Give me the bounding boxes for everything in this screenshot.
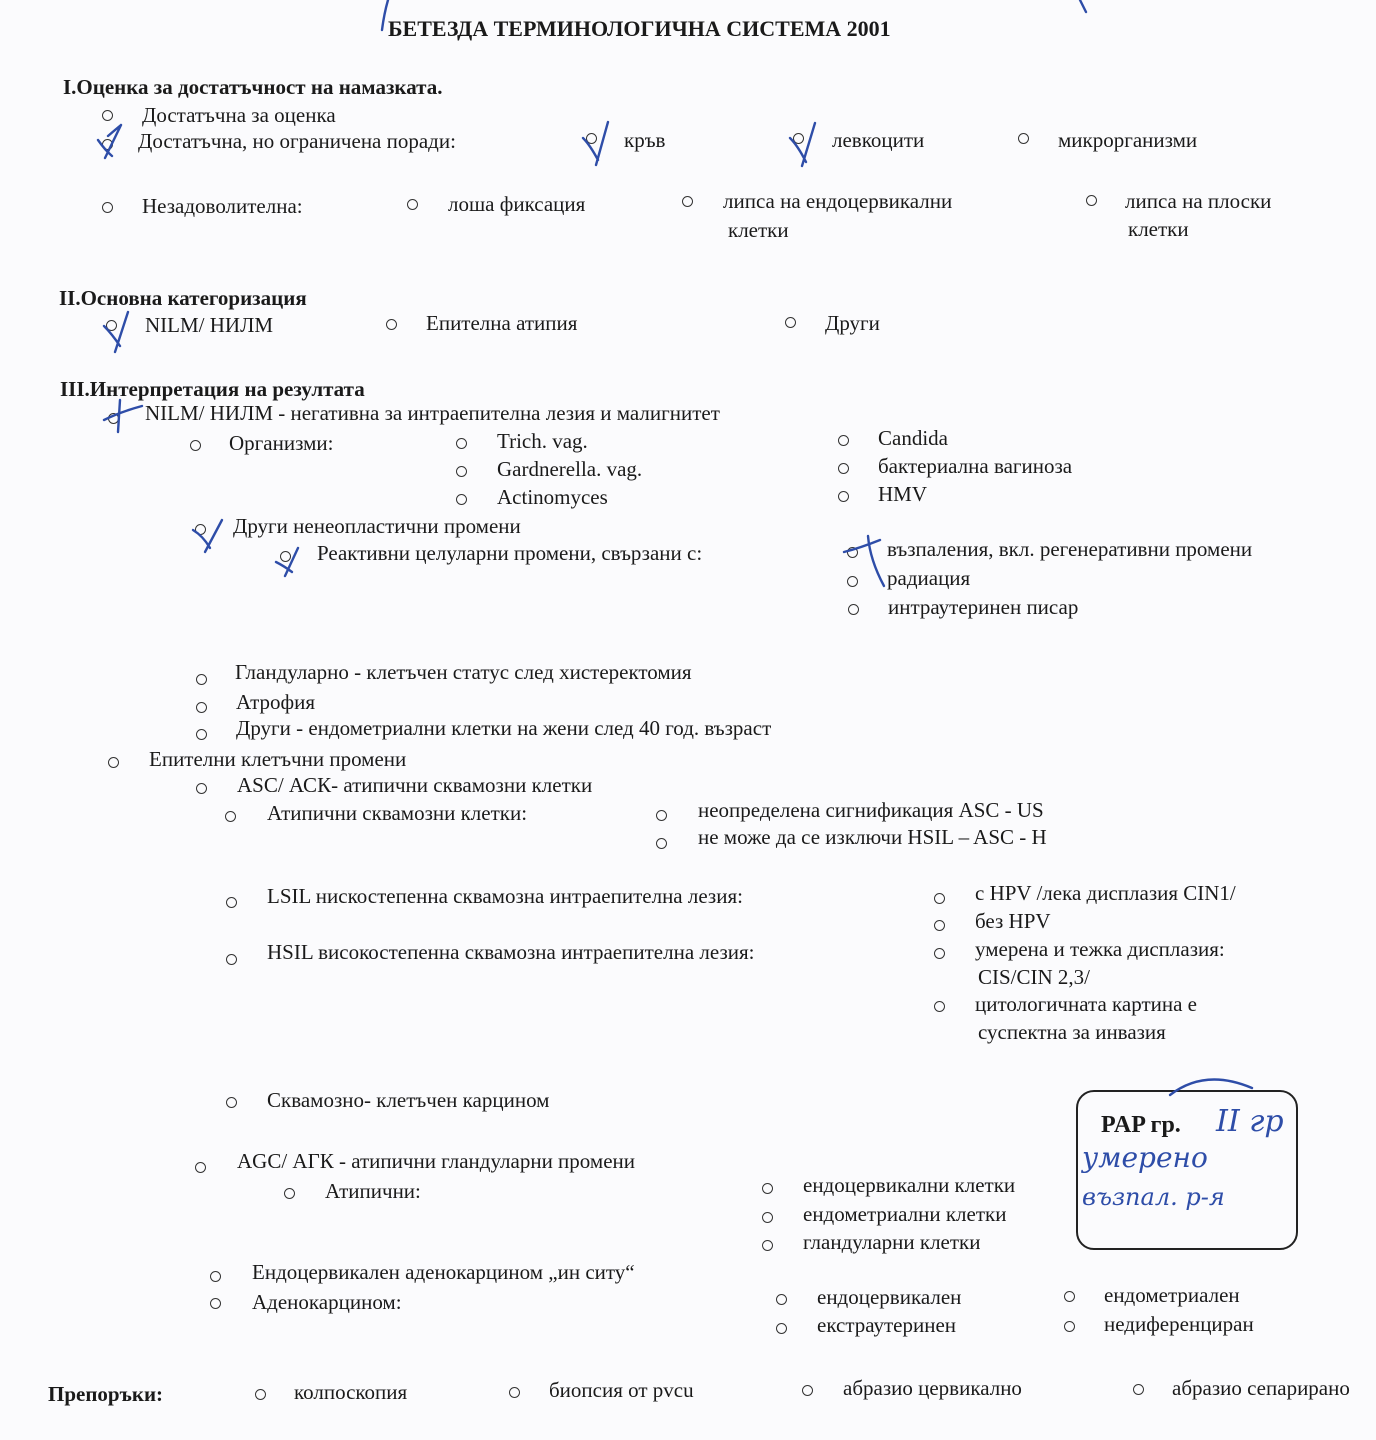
label-epithelial-atypia: Епителна атипия (426, 311, 578, 335)
label-endometrial-cells: ендометриални клетки (803, 1202, 1007, 1226)
checkmark-blood (583, 122, 608, 165)
top-pen-stroke-right (1080, 0, 1086, 12)
label-atypical: Атипични: (325, 1179, 421, 1203)
label-other-endometrial: Други - ендометриални клетки на жени след 40 год. възраст (236, 716, 772, 740)
label-abrasio-cervical: абразио цервикално (843, 1376, 1022, 1400)
label-no-endocervical-1: липса на ендоцервикални (723, 189, 953, 213)
stamp-hand-line2: възпал. р-я (1082, 1183, 1225, 1211)
checkbox-agc[interactable] (195, 1162, 206, 1173)
label-no-endocervical-2: клетки (728, 218, 789, 242)
label-asc: ASC/ АСК- атипични сквамозни клетки (237, 773, 593, 797)
section-1-heading: I.Оценка за достатъчност на намазката. (63, 75, 443, 99)
label-iud: интраутеринен писар (888, 595, 1079, 619)
checkbox-glandular-cells[interactable] (762, 1240, 773, 1251)
label-glandular-status: Гландуларно - клетъчен статус след хистеректомия (235, 660, 692, 684)
checkbox-candida[interactable] (838, 435, 849, 446)
label-invasion-1: цитологичната картина е (975, 992, 1197, 1016)
checkbox-actinomyces[interactable] (456, 494, 467, 505)
checkbox-bacterial-vaginosis[interactable] (838, 463, 849, 474)
recommendations-label: Препоръки: (48, 1382, 164, 1406)
label-atrophy: Атрофия (236, 690, 316, 714)
checkbox-limited[interactable] (102, 139, 113, 150)
checkbox-trich[interactable] (456, 438, 467, 449)
checkbox-asc-us[interactable] (656, 810, 667, 821)
checkbox-no-squamous[interactable] (1086, 195, 1097, 206)
label-atypical-squamous: Атипични сквамозни клетки: (267, 801, 528, 825)
checkbox-lsil[interactable] (226, 897, 237, 908)
label-bacterial-vaginosis: бактериална вагиноза (878, 454, 1073, 478)
label-squamous-carcinoma: Сквамозно- клетъчен карцином (267, 1088, 550, 1112)
label-organisms: Организми: (229, 431, 334, 455)
label-no-squamous-1: липса на плоски (1125, 189, 1272, 213)
label-extrauterine: екстраутеринен (817, 1313, 957, 1337)
stamp-hand-group: II гр (1216, 1104, 1284, 1139)
checkbox-undifferentiated[interactable] (1064, 1321, 1075, 1332)
label-unsatisfactory: Незадоволителна: (142, 194, 303, 218)
checkbox-nilm-full[interactable] (108, 413, 119, 424)
label-limited: Достатъчна, но ограничена поради: (138, 129, 456, 153)
label-invasion-2: суспектна за инвазия (978, 1020, 1166, 1044)
checkbox-endometrial[interactable] (1064, 1291, 1075, 1302)
label-gardnerella: Gardnerella. vag. (497, 457, 643, 481)
checkbox-other-endometrial[interactable] (196, 729, 207, 740)
label-no-hpv: без HPV (975, 909, 1051, 933)
checkbox-gardnerella[interactable] (456, 466, 467, 477)
label-blood: кръв (624, 128, 666, 152)
checkbox-inflammation[interactable] (847, 547, 858, 558)
checkbox-asc-h[interactable] (656, 838, 667, 849)
label-agc: AGC/ АГК - атипични гландуларни промени (237, 1149, 635, 1173)
label-epithelial-changes: Епителни клетъчни промени (149, 747, 407, 771)
checkbox-biopsy[interactable] (509, 1387, 520, 1398)
label-other-nonneoplastic: Други ненеопластични промени (233, 514, 521, 538)
checkbox-no-hpv[interactable] (934, 920, 945, 931)
checkbox-reactive-changes[interactable] (280, 551, 291, 562)
checkbox-atypical[interactable] (284, 1188, 295, 1199)
label-nilm: NILM/ НИЛМ (145, 313, 273, 337)
checkbox-endocervical-cells[interactable] (762, 1183, 773, 1194)
checkbox-epithelial-atypia[interactable] (386, 319, 397, 330)
checkbox-hmv[interactable] (838, 491, 849, 502)
checkbox-moderate-severe[interactable] (934, 948, 945, 959)
label-endometrial: ендометриален (1104, 1283, 1240, 1307)
checkbox-extrauterine[interactable] (776, 1323, 787, 1334)
label-hsil: HSIL високостепенна сквамозна интраепителна лезия: (267, 940, 755, 964)
label-poor-fixation: лоша фиксация (448, 192, 586, 216)
label-endocervical-cells: ендоцервикални клетки (803, 1173, 1016, 1197)
checkbox-endometrial-cells[interactable] (762, 1212, 773, 1223)
checkbox-microorganisms[interactable] (1018, 133, 1029, 144)
checkbox-other-nonneoplastic[interactable] (195, 524, 206, 535)
label-hpv-cin1: с HPV /лека дисплазия CIN1/ (975, 881, 1236, 905)
checkbox-colposcopy[interactable] (255, 1389, 266, 1400)
stamp-hand-line1: умерено (1082, 1141, 1208, 1174)
page-title: БЕТЕЗДА ТЕРМИНОЛОГИЧНА СИСТЕМА 2001 (388, 16, 891, 41)
label-biopsy: биопсия от pvcu (549, 1378, 694, 1402)
label-nilm-full: NILM/ НИЛМ - негативна за интраепителна лезия и малигнитет (145, 401, 720, 425)
section-3-heading: III.Интерпретация на резултата (60, 377, 365, 401)
label-radiation: радиация (887, 566, 971, 590)
checkbox-atypical-squamous[interactable] (225, 811, 236, 822)
label-hmv: HMV (878, 482, 928, 506)
label-glandular-cells: гландуларни клетки (803, 1230, 981, 1254)
checkbox-radiation[interactable] (847, 576, 858, 587)
checkbox-other[interactable] (785, 317, 796, 328)
checkbox-invasion[interactable] (934, 1001, 945, 1012)
checkbox-nilm[interactable] (106, 320, 117, 331)
checkbox-poor-fixation[interactable] (407, 199, 418, 210)
label-lsil: LSIL нискостепенна сквамозна интраепителна лезия: (267, 884, 743, 908)
label-microorganisms: микрорганизми (1058, 128, 1198, 152)
label-reactive-changes: Реактивни целуларни промени, свързани с: (317, 541, 703, 565)
label-abrasio-separate: абразио сепариранo (1172, 1376, 1350, 1400)
checkbox-asc[interactable] (196, 783, 207, 794)
label-adenocarcinoma: Аденокарцином: (252, 1290, 402, 1314)
label-moderate-severe-1: умерена и тежка дисплазия: (975, 937, 1225, 961)
checkbox-epithelial-changes[interactable] (108, 757, 119, 768)
checkmark-nilm (104, 312, 128, 352)
checkbox-no-endocervical[interactable] (682, 196, 693, 207)
checkbox-adenocarcinoma[interactable] (210, 1298, 221, 1309)
checkbox-hpv-cin1[interactable] (934, 893, 945, 904)
checkbox-atrophy[interactable] (196, 702, 207, 713)
stamp-label: PAP гр. (1101, 1112, 1181, 1138)
checkbox-adequate[interactable] (102, 110, 113, 121)
checkbox-blood[interactable] (586, 133, 597, 144)
checkbox-abrasio-cervical[interactable] (802, 1385, 813, 1396)
checkbox-squamous-carcinoma[interactable] (226, 1097, 237, 1108)
checkbox-leukocytes[interactable] (793, 133, 804, 144)
label-no-squamous-2: клетки (1128, 217, 1189, 241)
label-adequate: Достатъчна за оценка (142, 103, 336, 127)
label-actinomyces: Actinomyces (497, 485, 608, 509)
label-endocervical: ендоцервикален (817, 1285, 962, 1309)
checkbox-organisms[interactable] (190, 440, 201, 451)
label-other: Други (825, 311, 880, 335)
label-leukocytes: левкоцити (832, 128, 925, 152)
label-asc-h: не може да се изключи HSIL – ASC - H (698, 825, 1047, 849)
checkbox-endocervical[interactable] (776, 1294, 787, 1305)
checkmark-leukocytes (790, 123, 815, 166)
label-moderate-severe-2: CIS/CIN 2,3/ (978, 965, 1091, 989)
label-ais: Ендоцервикален аденокарцином „ин ситу“ (252, 1260, 635, 1284)
section-2-heading: II.Основна категоризация (59, 286, 307, 310)
label-inflammation: възпаления, вкл. регенеративни промени (887, 537, 1253, 561)
checkbox-ais[interactable] (210, 1271, 221, 1282)
checkbox-unsatisfactory[interactable] (102, 202, 113, 213)
checkbox-glandular-status[interactable] (196, 674, 207, 685)
label-candida: Candida (878, 426, 948, 450)
checkbox-abrasio-separate[interactable] (1133, 1384, 1144, 1395)
checkbox-hsil[interactable] (226, 954, 237, 965)
label-colposcopy: колпоскопия (294, 1380, 408, 1404)
label-trich: Trich. vag. (497, 429, 588, 453)
checkbox-iud[interactable] (848, 604, 859, 615)
label-undifferentiated: недиференциран (1104, 1312, 1254, 1336)
label-asc-us: неопределена сигнификация ASC - US (698, 798, 1044, 822)
